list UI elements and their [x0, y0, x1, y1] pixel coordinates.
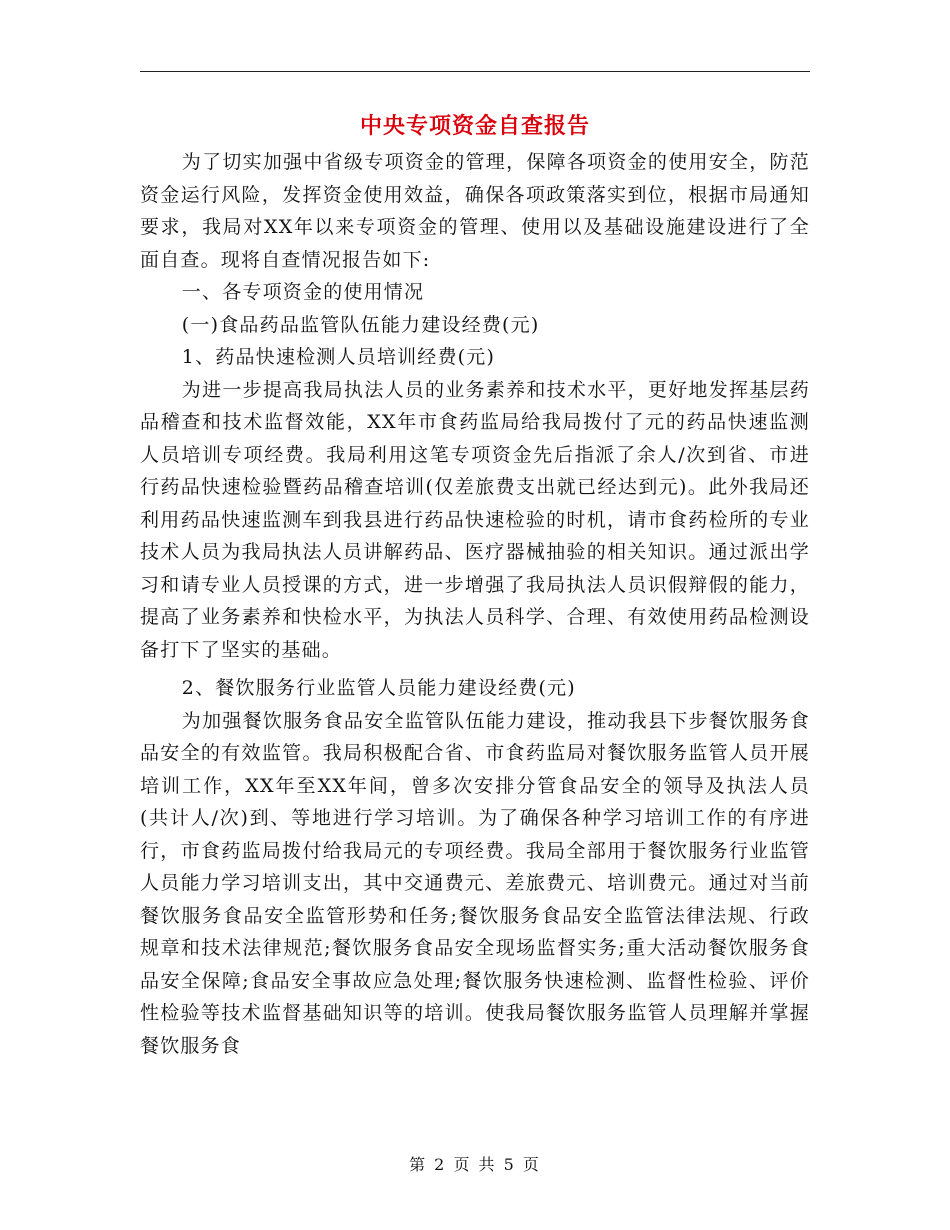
paragraph-item-1: 为进一步提高我局执法人员的业务素养和技术水平，更好地发挥基层药品稽查和技术监督效能，XX年市食药监局给我局拨付了元的药品快速监测人员培训专项经费。我局利用这笔专项资金先后指派了余人/次到省、市进行药品快速检验暨药品稽查培训(仅差旅费支出就已经达到元)。此外我局还利用药品快速监测车到我县进行药品快速检验的时机，请市食药检所的专业技术人员为我局执法人员讲解药品、医疗器械抽验的相关知识。通过派出学习和请专业人员授课的方式，进一步增强了我局执法人员识假辩假的能力，提高了业务素养和快检水平，为执法人员科学、合理、有效使用药品检测设备打下了坚实的基础。 — [140, 378, 810, 661]
header-rule — [140, 71, 810, 72]
paragraph-item-2: 为加强餐饮服务食品安全监管队伍能力建设，推动我县下步餐饮服务食品安全的有效监管。我局积极配合省、市食药监局对餐饮服务监管人员开展培训工作，XX年至XX年间，曾多次安排分管食品安全的领导及执法人员(共计人/次)到、等地进行学习培训。为了确保各种学习培训工作的有序进行，市食药监局拨付给我局元的专项经费。我局全部用于餐饮服务行业监管人员能力学习培训支出，其中交通费元、差旅费元、培训费元。通过对当前餐饮服务食品安全监管形势和任务;餐饮服务食品安全监管法律法规、行政规章和技术法律规范;餐饮服务食品安全现场监督实务;重大活动餐饮服务食品安全保障;食品安全事故应急处理;餐饮服务快速检测、监督性检验、评价性检验等技术监督基础知识等的培训。使我局餐饮服务监管人员理解并掌握餐饮服务食 — [140, 709, 810, 1057]
heading-item-1: 1、药品快速检测人员培训经费(元) — [181, 346, 496, 368]
heading-section-1: 一、各专项资金的使用情况 — [181, 281, 425, 303]
heading-subsection-1: (一)食品药品监管队伍能力建设经费(元) — [181, 313, 540, 336]
document-title: 中央专项资金自查报告 — [359, 113, 590, 139]
heading-item-2: 2、餐饮服务行业监管人员能力建设经费(元) — [181, 677, 576, 699]
page-number: 第 2 页 共 5 页 — [409, 1155, 541, 1174]
document-body — [140, 146, 810, 1062]
paragraph-intro: 为了切实加强中省级专项资金的管理，保障各项资金的使用安全，防范资金运行风险，发挥资金使用效益，确保各项政策落实到位，根据市局通知要求，我局对XX年以来专项资金的管理、使用以及基础设施建设进行了全面自查。现将自查情况报告如下: — [140, 151, 810, 271]
